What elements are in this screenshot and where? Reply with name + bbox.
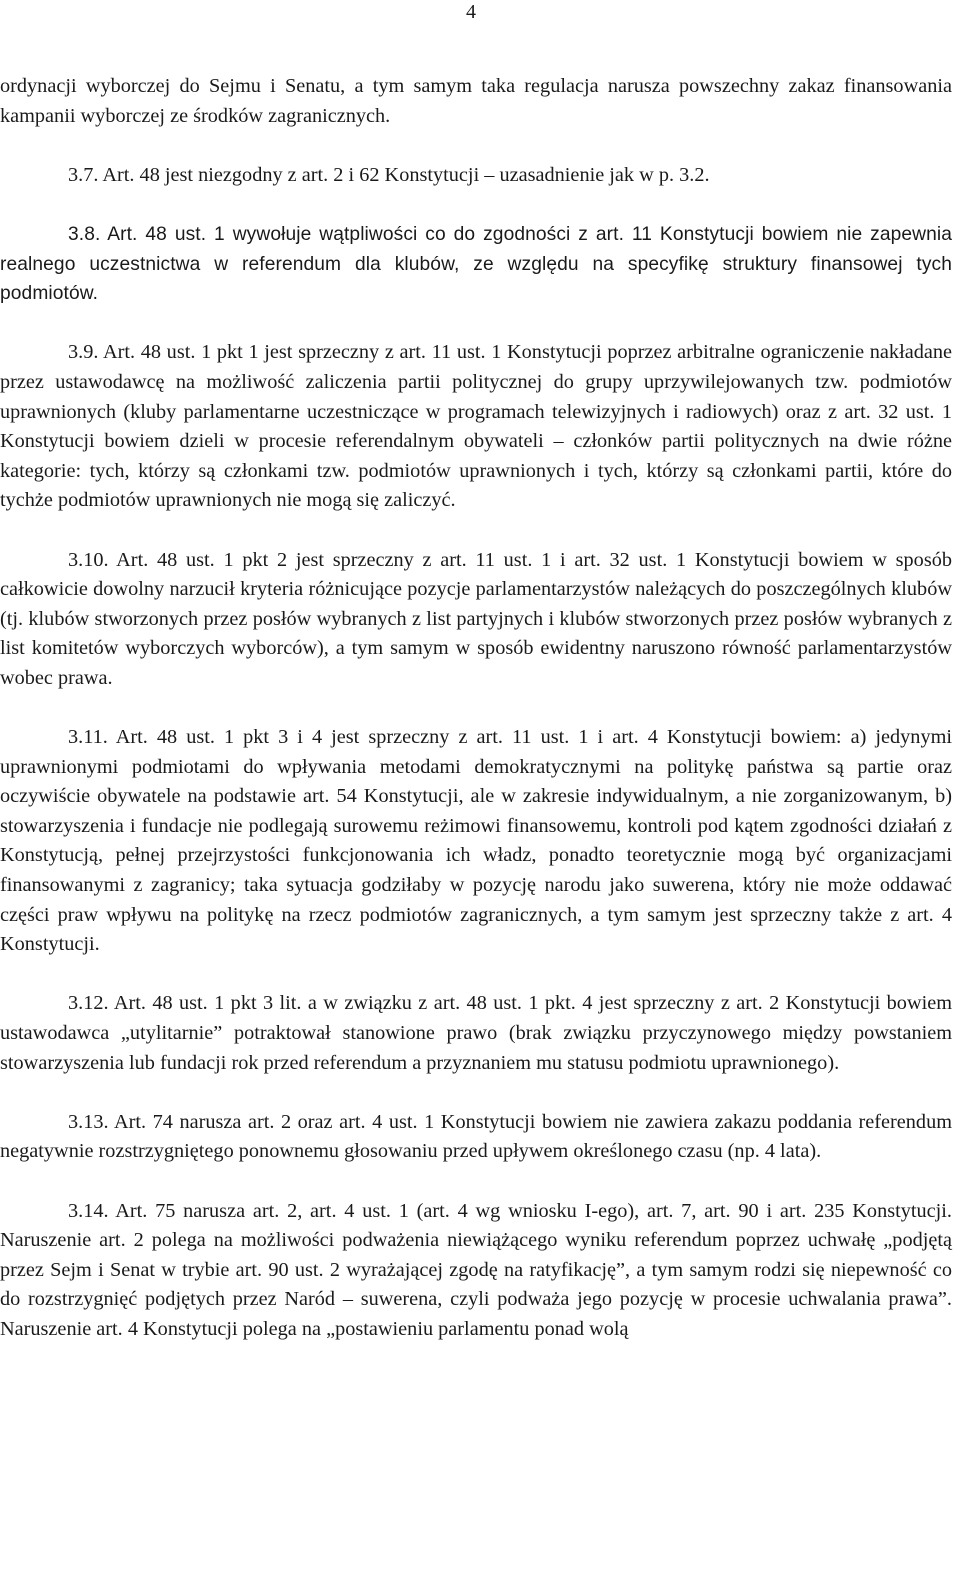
paragraph-continuation: ordynacji wyborczej do Sejmu i Senatu, a tym samym taka regulacja narusza powszechny zakaz finansowania kampanii wyborczej ze środków zagranicznych. <box>0 75 952 127</box>
paragraph-3-13: 3.13. Art. 74 narusza art. 2 oraz art. 4 ust. 1 Konstytucji bowiem nie zawiera zakazu poddania referendum negatywnie rozstrzygniętego ponownemu głosowaniu przed upływem określonego czasu (np. 4 lata). <box>0 1110 952 1163</box>
document-body <box>0 72 952 1374</box>
page-number: 4 <box>466 1 476 23</box>
paragraph-3-9: 3.9. Art. 48 ust. 1 pkt 1 jest sprzeczny z art. 11 ust. 1 Konstytucji poprzez arbitralne ograniczenie nakładane przez ustawodawcę na możliwość zaliczenia partii politycznej do grupy uprzywilejowanych tzw. podmiotów uprawnionych (kluby parlamentarne uczestniczące w programach telewizyjnych i radiowych) oraz z art. 32 ust. 1 Konstytucji bowiem dzieli w procesie referendalnym obywateli – członków partii politycznych na dwie różne kategorie: tych, którzy są członkami tzw. podmiotów uprawnionych i tych, którzy są członkami partii, które do tychże podmiotów uprawnionych nie mogą się zaliczyć. <box>0 341 952 512</box>
paragraph-3-8: 3.8. Art. 48 ust. 1 wywołuje wątpliwości co do zgodności z art. 11 Konstytucji bowiem nie zapewnia realnego uczestnictwa w referendum dla klubów, ze względu na specyfikę struktury finansowej tych podmiotów. <box>0 223 952 305</box>
paragraph-3-14: 3.14. Art. 75 narusza art. 2, art. 4 ust. 1 (art. 4 wg wniosku I-ego), art. 7, art. 90 i art. 235 Konstytucji. Naruszenie art. 2 polega na możliwości podważenia niewiążącego wyniku referendum poprzez uchwałę „podjętą przez Sejm i Senat w trybie art. 90 ust. 2 wyrażającej zgodę na ratyfikację”, a tym samym rodzi się niepewność co do rozstrzygnięć podjętych przez Naród – suwerena, czyli podważa jego pozycję w procesie uchwalania prawa”. Naruszenie art. 4 Konstytucji polega na „postawieniu parlamentu ponad wolą <box>0 1199 952 1340</box>
paragraph-3-11: 3.11. Art. 48 ust. 1 pkt 3 i 4 jest sprzeczny z art. 11 ust. 1 i art. 4 Konstytucji bowiem: a) jedynymi uprawnionymi podmiotami do wpływania metodami demokratycznymi na politykę państwa są partie oraz oczywiście obywatele na podstawie art. 54 Konstytucji, ale w zakresie indywidualnym, a nie zorganizowanym, b) stowarzyszenia i fundacje nie podlegają surowemu reżimowi finansowemu, kontroli pod kątem zgodności działań z Konstytucją, pełnej przejrzystości funkcjonowania ich władz, ponadto teoretycznie mogą być organizacjami finansowanymi z zagranicy; taka sytuacja godziłaby w pozycję narodu jako suwerena, który nie może oddawać części praw wpływu na politykę na rzecz podmiotów zagranicznych, a tym samym jest sprzeczny także z art. 4 Konstytucji. <box>0 726 952 956</box>
paragraph-3-12: 3.12. Art. 48 ust. 1 pkt 3 lit. a w związku z art. 48 ust. 1 pkt. 4 jest sprzeczny z art. 2 Konstytucji bowiem ustawodawca „utylitarnie” potraktował stanowione prawo (brak związku przyczynowego między powstaniem stowarzyszenia lub fundacji rok przed referendum a przyznaniem mu statusu podmiotu uprawnionego). <box>0 992 952 1074</box>
paragraph-3-10: 3.10. Art. 48 ust. 1 pkt 2 jest sprzeczny z art. 11 ust. 1 i art. 32 ust. 1 Konstytucji bowiem w sposób całkowicie dowolny narzucił kryteria różnicujące pozycje parlamentarzystów należących do poszczególnych klubów (tj. klubów stworzonych przez posłów wybranych z list partyjnych i klubów stworzonych przez posłów wybranych z list komitetów wyborczych wyborców), a tym samym w sposób ewidentny naruszono równość parlamentarzystów wobec prawa. <box>0 548 952 689</box>
paragraph-3-7: 3.7. Art. 48 jest niezgodny z art. 2 i 62 Konstytucji – uzasadnienie jak w p. 3.2. <box>68 163 710 186</box>
